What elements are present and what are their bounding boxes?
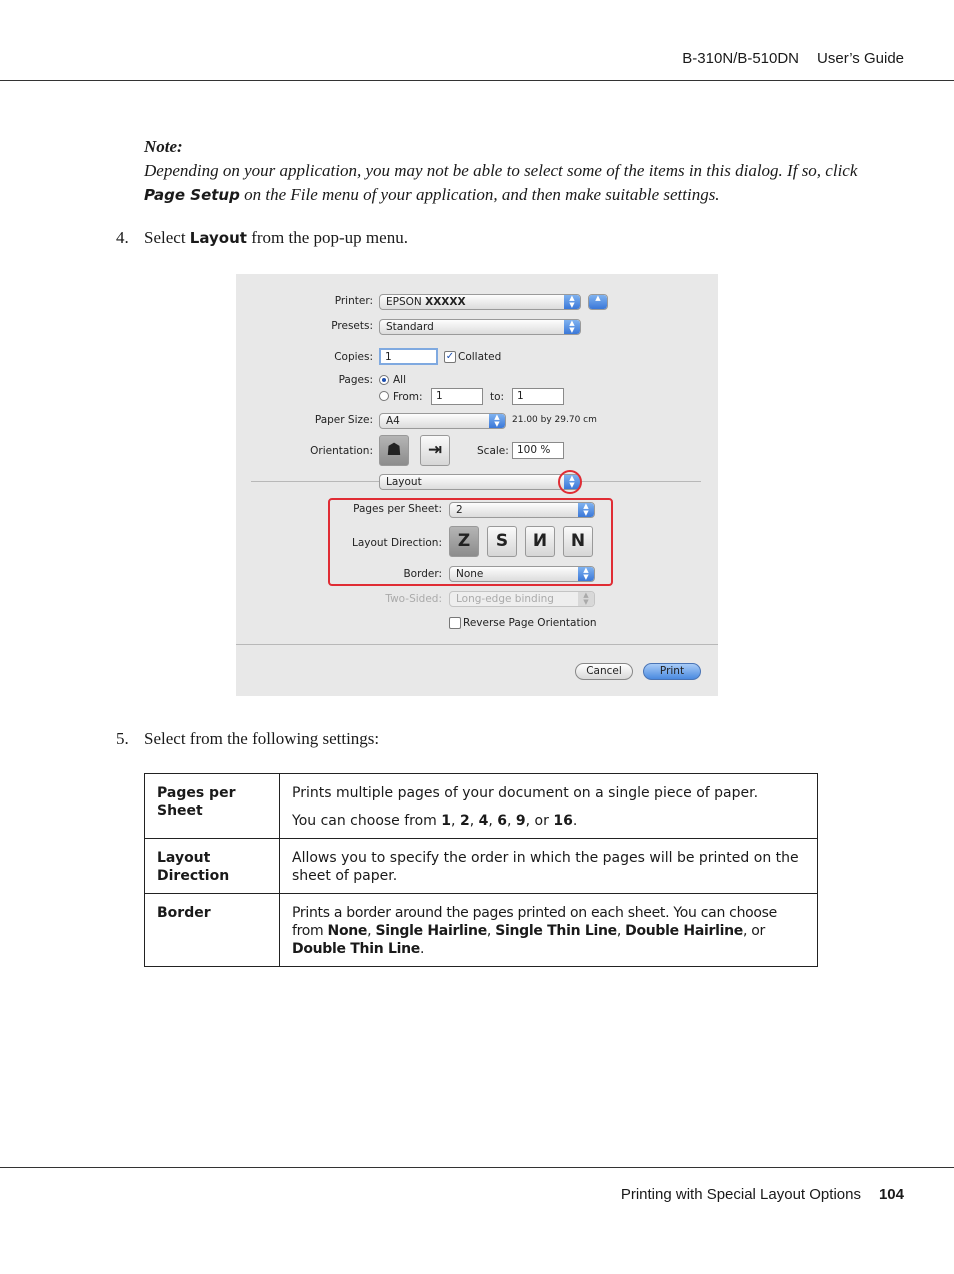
step-4-pre: Select (144, 228, 190, 247)
pages-label: Pages: (338, 374, 373, 386)
border-double-thin-line: Double Thin Line (292, 941, 420, 957)
orientation-label: Orientation: (310, 445, 373, 457)
border-none: None (327, 923, 368, 939)
collated-label: Collated (458, 351, 502, 363)
or-text: , or (742, 923, 765, 939)
popup-arrows-icon: ▲ ▼ (564, 475, 580, 489)
direction-n-button[interactable] (563, 526, 593, 557)
paper-size-value: A4 (386, 415, 400, 427)
z-direction-icon: Z (457, 531, 471, 551)
paper-size-popup[interactable] (379, 413, 506, 429)
portrait-person-icon: ☗ (386, 440, 402, 460)
pages-all-label: All (393, 374, 407, 386)
landscape-person-icon: ⇥ (427, 440, 443, 460)
popup-arrows-icon: ▲ ▼ (578, 567, 594, 581)
or-text: , or (525, 813, 554, 829)
copies-label: Copies: (334, 351, 373, 363)
scale-field[interactable]: 100 % (512, 442, 564, 459)
landscape-orientation-button[interactable] (420, 435, 450, 466)
print-button[interactable]: Print (643, 663, 701, 680)
popup-arrows-icon: ▲ ▼ (578, 592, 594, 606)
value-6: 6 (497, 813, 507, 829)
border-value: None (456, 568, 484, 580)
step-5-number: 5. (116, 729, 129, 748)
header-rule (0, 80, 954, 81)
step-4-bold: Layout (189, 229, 247, 247)
reverse-n-direction-icon: И (532, 531, 548, 551)
direction-z-button[interactable] (449, 526, 479, 557)
border-text: Prints a border around the pages printed on each sheet. You can choose from (292, 905, 777, 939)
popup-arrows-icon: ▲ ▼ (564, 320, 580, 334)
direction-s-button[interactable] (487, 526, 517, 557)
popup-arrows-icon: ▲ ▼ (578, 503, 594, 517)
pages-from-label: From: (393, 391, 423, 403)
two-sided-popup (449, 591, 595, 607)
note-text-before: Depending on your application, you may not be able to select some of the items in this dialog. If so, click (144, 161, 858, 180)
two-sided-label: Two-Sided: (385, 593, 442, 605)
pages-per-sheet-label: Pages per Sheet: (353, 503, 442, 515)
reverse-orientation-label: Reverse Page Orientation (463, 617, 597, 629)
note-block (144, 135, 894, 207)
footer-section: Printing with Special Layout Options (620, 1186, 861, 1203)
note-title: Note: (144, 137, 183, 156)
panel-popup[interactable] (379, 474, 581, 490)
note-text (144, 159, 894, 207)
page-header (682, 50, 904, 67)
s-direction-icon: S (495, 531, 509, 551)
value-2: 2 (459, 813, 470, 829)
value-16: 16 (553, 813, 573, 829)
table-value: Allows you to specify the order in which the pages will be printed on the sheet of paper. (280, 839, 818, 894)
border-label: Border: (403, 568, 442, 580)
step-4-number: 4. (116, 228, 129, 247)
value-4: 4 (478, 813, 489, 829)
step-4 (116, 228, 408, 248)
popup-arrows-icon: ▲ ▼ (564, 295, 580, 309)
scale-label: Scale: (477, 445, 509, 457)
pages-from-radio[interactable] (379, 391, 389, 401)
print-dialog (236, 274, 718, 696)
table-row (145, 839, 818, 894)
highlight-circle (558, 470, 582, 494)
table-value: Prints a border around the pages printed on each sheet. You can choose from None, Single Hairline, Single Thin Line, Double Hairline, or Double Thin Line. (280, 894, 818, 967)
step-5 (116, 729, 379, 749)
table-row (145, 774, 818, 839)
table-key: Border (145, 894, 280, 967)
paper-dimensions: 21.00 by 29.70 cm (512, 415, 597, 425)
table-key: Layout Direction (145, 839, 280, 894)
pages-all-radio[interactable] (379, 375, 389, 385)
disclosure-triangle-icon: ▲ (589, 295, 607, 309)
note-text-after: on the File menu of your application, and then make suitable settings. (239, 185, 720, 204)
choose-from-text: You can choose from (292, 813, 442, 829)
period: . (572, 813, 578, 829)
period: . (419, 941, 425, 957)
from-field[interactable]: 1 (431, 388, 483, 405)
footer-rule (0, 1167, 954, 1168)
step-4-post: from the pop-up menu. (246, 228, 408, 247)
border-single-thin-line: Single Thin Line (495, 923, 617, 939)
border-single-hairline: Single Hairline (375, 923, 487, 939)
value-1: 1 (441, 813, 452, 829)
to-label: to: (490, 391, 505, 403)
two-sided-value: Long-edge binding (456, 593, 554, 605)
header-model: B-310N/B-510DN (682, 50, 800, 67)
printer-popup[interactable] (379, 294, 581, 310)
to-field[interactable]: 1 (512, 388, 564, 405)
paper-size-label: Paper Size: (314, 414, 373, 426)
panel-value: Layout (386, 476, 422, 488)
pages-per-sheet-popup[interactable] (449, 502, 595, 518)
reverse-orientation-checkbox[interactable] (449, 617, 461, 629)
note-bold-page-setup: Page Setup (144, 186, 240, 204)
footer-separator (236, 644, 718, 645)
portrait-orientation-button[interactable] (379, 435, 409, 466)
direction-reverse-n-button[interactable] (525, 526, 555, 557)
header-guide: User’s Guide (817, 50, 904, 67)
printer-value-model: XXXXX (425, 296, 466, 308)
value-9: 9 (515, 813, 526, 829)
table-row (145, 894, 818, 967)
printer-value-prefix: EPSON (386, 296, 426, 308)
step-5-text: Select from the following settings: (144, 729, 380, 748)
copies-field[interactable]: 1 (379, 348, 438, 365)
border-double-hairline: Double Hairline (625, 923, 743, 939)
table-text: You can choose from 1, 2, 4, 6, 9, or 16. (292, 813, 578, 829)
table-key: Pages per Sheet (145, 774, 280, 839)
settings-table (144, 773, 818, 967)
presets-value: Standard (386, 321, 434, 333)
table-text: Prints multiple pages of your document on a single piece of paper. (292, 785, 759, 801)
layout-direction-label: Layout Direction: (351, 537, 442, 549)
border-popup[interactable] (449, 566, 595, 582)
printer-label: Printer: (334, 295, 373, 307)
collated-checkbox[interactable]: ✓ (445, 351, 455, 362)
popup-arrows-icon: ▲ ▼ (489, 414, 505, 428)
page-number: 104 (878, 1186, 904, 1203)
cancel-button[interactable]: Cancel (575, 663, 633, 680)
table-value (280, 774, 818, 839)
presets-label: Presets: (331, 320, 373, 332)
presets-popup[interactable] (379, 319, 581, 335)
page-footer (621, 1186, 904, 1203)
pages-per-sheet-value: 2 (456, 504, 463, 516)
n-direction-icon: N (570, 531, 586, 551)
disclosure-button[interactable] (588, 294, 608, 310)
